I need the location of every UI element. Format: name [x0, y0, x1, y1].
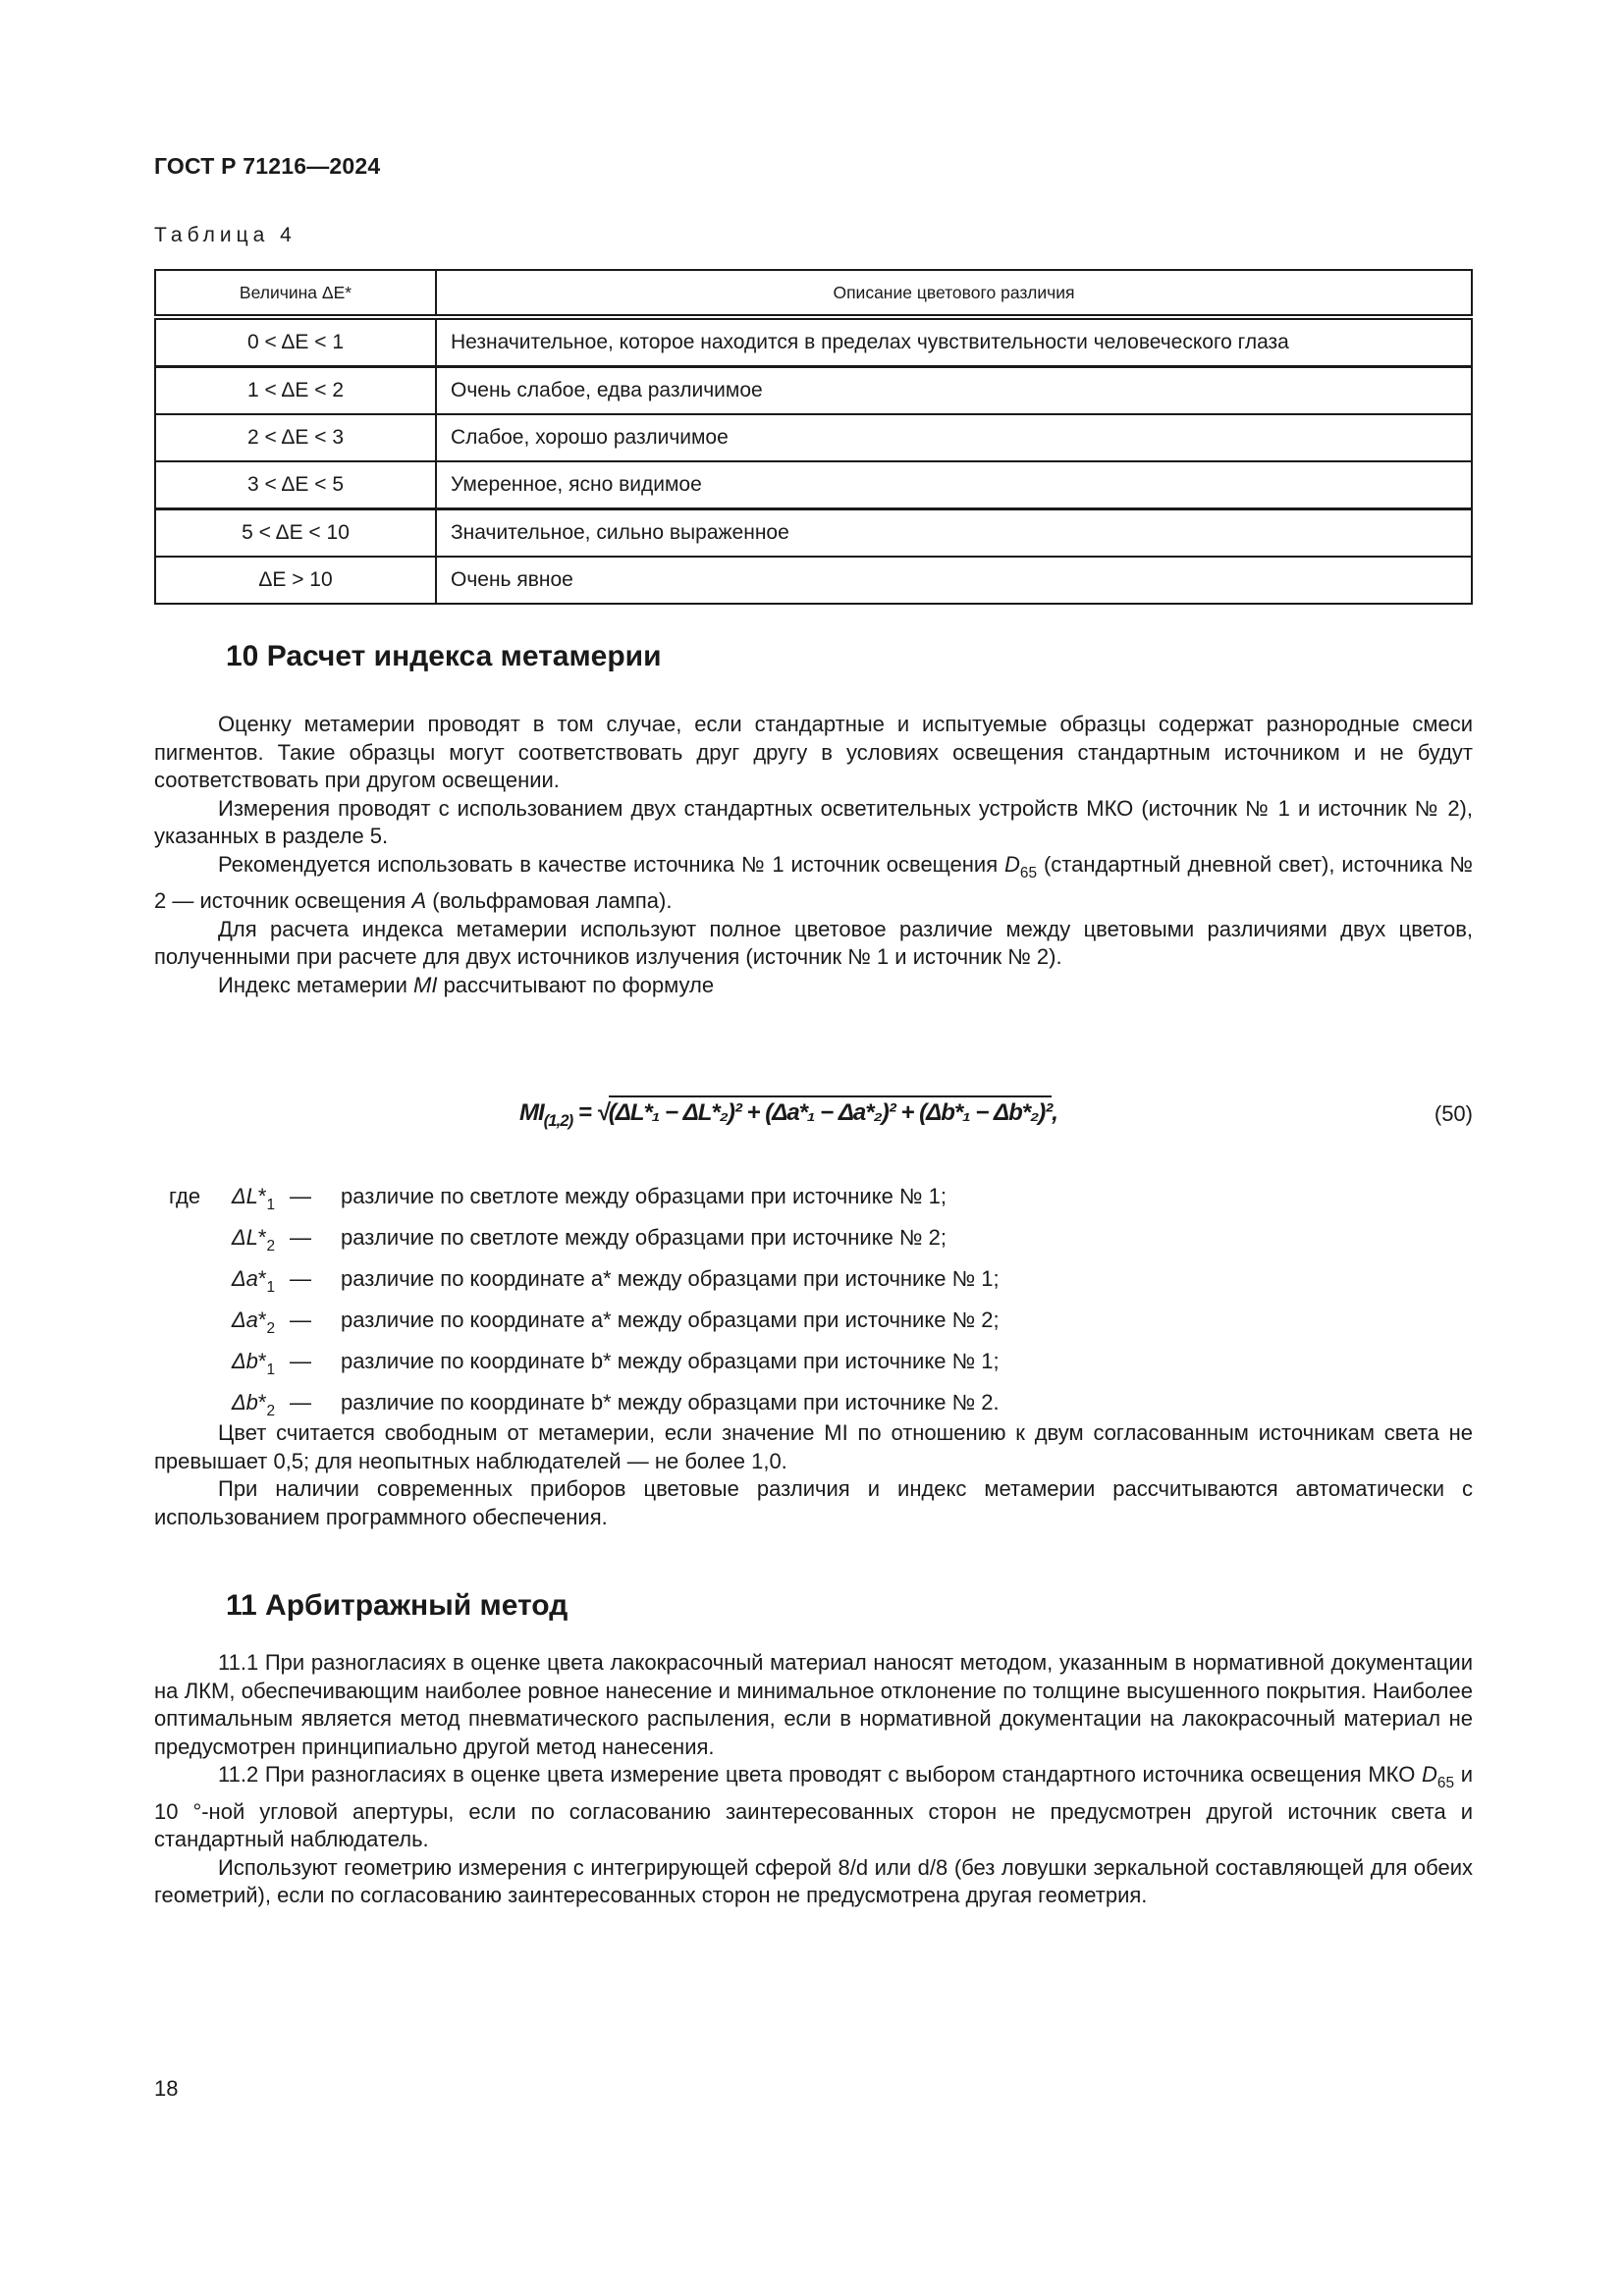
- description-cell: Слабое, хорошо различимое: [436, 414, 1472, 461]
- formula-radicand: (ΔL*₁ − ΔL*₂)² + (Δa*₁ − Δa*₂)² + (Δb*₁ − Δb*₂)²: [609, 1095, 1053, 1127]
- definition-item: [154, 1308, 1473, 1349]
- subscript: 1: [266, 1197, 275, 1213]
- formula-lhs-subscript: (1,2): [543, 1111, 573, 1130]
- text-run: и 10 °-ной угловой апертуры, если по согласованию заинтересованных сторон не предусмотрен другой источник света и стандартный наблюдатель.: [154, 1762, 1474, 1851]
- definition-symbol: $\Delta a*_2$: [231, 1308, 275, 1337]
- section-10-closing: [154, 1419, 1473, 1531]
- table-caption: Таблица 4: [154, 224, 297, 246]
- definitions-list: [154, 1184, 1473, 1431]
- table-header-row: [155, 270, 1472, 317]
- definition-item: [154, 1349, 1473, 1390]
- description-cell: Очень слабое, едва различимое: [436, 367, 1472, 415]
- table-row: [155, 414, 1472, 461]
- symbol-base: Δb: [231, 1349, 258, 1373]
- em-dash: —: [290, 1390, 311, 1415]
- definition-text: различие по координате b* между образцами при источнике № 2.: [341, 1390, 1000, 1415]
- text-run: (стандартный дневной свет), источника № 2 — источник освещения: [154, 851, 1473, 913]
- definition-item: [154, 1266, 1473, 1308]
- paragraph: Для расчета индекса метамерии используют полное цветовое различие между цветовыми различиями двух цветов, полученными при расчете для двух источников излучения (источник № 1 и источник № 2).: [154, 916, 1473, 969]
- paragraph: [154, 1761, 1473, 1854]
- equation-number: (50): [1434, 1101, 1473, 1126]
- subscript: 1: [266, 1362, 275, 1378]
- range-cell: 0 < ΔE < 1: [155, 317, 436, 367]
- text-run: рассчитывают по формуле: [437, 972, 715, 997]
- description-cell: Очень явное: [436, 557, 1472, 604]
- mi-symbol: MI: [413, 972, 438, 997]
- subscript: 2: [266, 1320, 275, 1337]
- definition-text: различие по координате a* между образцами при источнике № 2;: [341, 1308, 1000, 1332]
- description-cell: Значительное, сильно выраженное: [436, 509, 1472, 558]
- paragraph: Цвет считается свободным от метамерии, если значение MI по отношению к двум согласованным источникам света не превышает 0,5; для неопытных наблюдателей — не более 1,0.: [154, 1420, 1473, 1473]
- document-id: ГОСТ Р 71216—2024: [154, 153, 381, 179]
- paragraph: Оценку метамерии проводят в том случае, если стандартные и испытуемые образцы содержат разнородные смеси пигментов. Такие образцы могут соответствовать друг другу в условиях освещения стандартным источником и не будут соответствовать при другом освещении.: [154, 712, 1473, 792]
- table-row: [155, 557, 1472, 604]
- illuminant-symbol: A: [411, 888, 427, 913]
- subscript: 65: [1019, 864, 1038, 881]
- definition-symbol: $\Delta a*_1$: [231, 1266, 275, 1296]
- page-number: 18: [154, 2076, 179, 2101]
- description-cell: Умеренное, ясно видимое: [436, 461, 1472, 509]
- definition-text: различие по координате a* между образцами при источнике № 1;: [341, 1266, 1000, 1291]
- definition-text: различие по светлоте между образцами при источнике № 1;: [341, 1184, 947, 1208]
- paragraph: Измерения проводят с использованием двух стандартных осветительных устройств МКО (источник № 1 и источник № 2), указанных в разделе 5.: [154, 795, 1473, 848]
- text-run: (вольфрамовая лампа).: [426, 888, 673, 913]
- table-row: [155, 509, 1472, 558]
- where-label: где: [169, 1184, 201, 1208]
- definition-symbol: $\Delta L*_1$: [231, 1184, 275, 1213]
- range-cell: ΔE > 10: [155, 557, 436, 604]
- paragraph: [154, 972, 1473, 1000]
- symbol-base: ΔL: [231, 1225, 258, 1250]
- paragraph: 11.1 При разногласиях в оценке цвета лакокрасочный материал наносят методом, указанным в нормативной документации на ЛКМ, обеспечивающим наиболее ровное нанесение и минимальное отклонение по толщине высушенного покрытия. Наиболее оптимальным является метод пневматического распыления, если в нормативной документации на лакокрасочный материал не предусмотрен принципиально другой метод нанесения.: [154, 1650, 1473, 1759]
- column-header-description: Описание цветового различия: [436, 270, 1472, 317]
- text-run: Рекомендуется использовать в качестве источника № 1 источник освещения: [218, 851, 1005, 877]
- formula-lhs: MI: [519, 1099, 544, 1126]
- paragraph: При наличии современных приборов цветовые различия и индекс метамерии рассчитываются автоматически с использованием программного обеспечения.: [154, 1476, 1473, 1529]
- range-cell: 2 < ΔE < 3: [155, 414, 436, 461]
- range-cell: 3 < ΔE < 5: [155, 461, 436, 509]
- section-10-body: [154, 711, 1473, 999]
- section-10-heading: 10 Расчет индекса метамерии: [226, 640, 662, 672]
- table-row: [155, 461, 1472, 509]
- definition-symbol: $\Delta b*_2$: [231, 1390, 275, 1419]
- table-row: [155, 317, 1472, 367]
- symbol-base: Δa: [231, 1266, 258, 1291]
- table-row: [155, 367, 1472, 415]
- paragraph: Используют геометрию измерения с интегрирующей сферой 8/d или d/8 (без ловушки зеркальной составляющей для обеих геометрий), если по согласованию заинтересованных сторон не предусмотрена другая геометрия.: [154, 1854, 1473, 1907]
- em-dash: —: [290, 1308, 311, 1332]
- column-header-value: Величина ΔE*: [155, 270, 436, 317]
- text-run: 11.2 При разногласиях в оценке цвета измерение цвета проводят с выбором стандартного источника освещения МКО: [218, 1762, 1423, 1787]
- definition-symbol: $\Delta b*_1$: [231, 1349, 275, 1378]
- range-cell: 1 < ΔE < 2: [155, 367, 436, 415]
- definition-text: различие по координате b* между образцами при источнике № 1;: [341, 1349, 1000, 1373]
- definition-symbol: $\Delta L*_2$: [231, 1225, 275, 1255]
- symbol-base: Δb: [231, 1390, 258, 1415]
- sqrt-icon: √: [596, 1099, 609, 1126]
- definition-item: [154, 1225, 1473, 1266]
- section-11-body: [154, 1649, 1473, 1910]
- description-cell: Незначительное, которое находится в пределах чувствительности человеческого глаза: [436, 317, 1472, 367]
- paragraph: [154, 851, 1473, 916]
- em-dash: —: [290, 1266, 311, 1291]
- equals-sign: =: [577, 1099, 591, 1126]
- symbol-base: Δa: [231, 1308, 258, 1332]
- metamerism-formula: [519, 1095, 1057, 1131]
- illuminant-symbol: D: [1422, 1762, 1437, 1787]
- em-dash: —: [290, 1225, 311, 1250]
- range-cell: 5 < ΔE < 10: [155, 509, 436, 558]
- em-dash: —: [290, 1184, 311, 1208]
- delta-e-table: [154, 269, 1473, 605]
- subscript: 2: [266, 1238, 275, 1255]
- subscript: 65: [1436, 1775, 1455, 1791]
- definition-item: [154, 1184, 1473, 1225]
- section-11-heading: 11 Арбитражный метод: [226, 1589, 568, 1622]
- illuminant-symbol: D: [1004, 851, 1020, 877]
- definition-text: различие по светлоте между образцами при источнике № 2;: [341, 1225, 947, 1250]
- subscript: 1: [266, 1279, 275, 1296]
- symbol-base: ΔL: [231, 1184, 258, 1208]
- subscript: 2: [266, 1403, 275, 1419]
- text-run: Индекс метамерии: [218, 972, 413, 997]
- formula-comma: ,: [1052, 1099, 1057, 1126]
- em-dash: —: [290, 1349, 311, 1373]
